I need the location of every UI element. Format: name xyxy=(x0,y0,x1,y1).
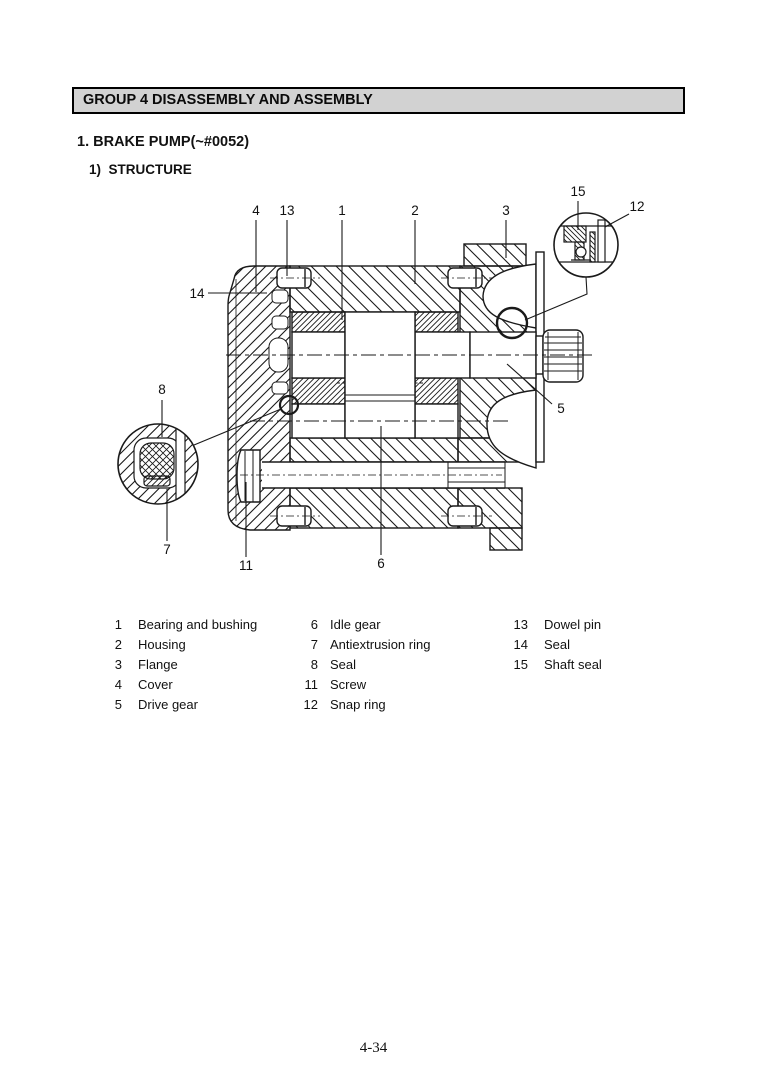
part-number: 7 xyxy=(310,637,318,652)
screw-head xyxy=(237,450,260,502)
callout-5: 5 xyxy=(557,401,565,416)
legend-item xyxy=(100,695,257,715)
callout-7: 7 xyxy=(163,542,171,557)
part-number: 2 xyxy=(114,637,122,652)
part-label: Seal xyxy=(544,637,571,652)
part-number: 4 xyxy=(114,677,122,692)
part-label: Dowel pin xyxy=(544,617,602,632)
legend-column-2 xyxy=(296,615,430,715)
part-label: Snap ring xyxy=(330,697,386,712)
part-number: 14 xyxy=(513,637,528,652)
part-label: Cover xyxy=(138,677,173,692)
callout-3: 3 xyxy=(502,203,510,218)
group-header-bar: GROUP 4 DISASSEMBLY AND ASSEMBLY xyxy=(72,87,685,114)
legend-item xyxy=(100,635,257,655)
part-number: 13 xyxy=(513,617,528,632)
part-label: Flange xyxy=(138,657,178,672)
callout-13: 13 xyxy=(279,203,295,218)
pump-cross-section-drawing xyxy=(100,180,670,580)
legend-item xyxy=(506,615,602,635)
legend-item xyxy=(296,635,430,655)
callout-14: 14 xyxy=(189,286,205,301)
part-number: 1 xyxy=(114,617,122,632)
part-number: 6 xyxy=(310,617,318,632)
part-label: Seal xyxy=(330,657,357,672)
legend-item xyxy=(506,635,602,655)
callout-2: 2 xyxy=(411,203,419,218)
part-label: Idle gear xyxy=(330,617,381,632)
part-label: Antiextrusion ring xyxy=(330,637,431,652)
callout-8: 8 xyxy=(158,382,166,397)
legend-item xyxy=(100,675,257,695)
legend-item xyxy=(296,615,430,635)
flange-top xyxy=(464,244,526,266)
legend-item xyxy=(506,655,602,675)
legend-item xyxy=(296,655,430,675)
gear-center-column xyxy=(345,312,415,438)
part-number: 3 xyxy=(114,657,122,672)
housing-top xyxy=(290,266,460,312)
callout-6: 6 xyxy=(377,556,385,571)
part-number: 11 xyxy=(304,677,318,692)
structure-diagram xyxy=(100,180,670,580)
part-number: 15 xyxy=(513,657,528,672)
legend-column-1 xyxy=(100,615,257,715)
legend-item xyxy=(100,615,257,635)
part-label: Screw xyxy=(330,677,367,692)
callout-12: 12 xyxy=(629,199,645,214)
legend-item xyxy=(296,675,430,695)
part-label: Housing xyxy=(138,637,186,652)
flange-foot xyxy=(490,528,522,550)
bearing-block xyxy=(292,312,345,332)
part-number: 12 xyxy=(303,697,318,712)
spline-shaft-end xyxy=(543,330,583,382)
legend-item xyxy=(100,655,257,675)
pump-body xyxy=(226,244,592,550)
legend-column-3 xyxy=(506,615,602,675)
callout-15: 15 xyxy=(570,184,586,199)
callout-4: 4 xyxy=(252,203,260,218)
subsection-title: 1) STRUCTURE xyxy=(89,162,192,177)
callout-1: 1 xyxy=(338,203,346,218)
page-number: 4-34 xyxy=(359,1040,388,1056)
section-title: 1. BRAKE PUMP(~#0052) xyxy=(77,134,250,150)
part-number: 5 xyxy=(114,697,122,712)
part-label: Bearing and bushing xyxy=(138,617,258,632)
callout-11: 11 xyxy=(238,558,254,573)
legend-item xyxy=(296,695,430,715)
part-number: 8 xyxy=(310,657,318,672)
part-label: Shaft seal xyxy=(544,657,602,672)
part-label: Drive gear xyxy=(138,697,198,712)
